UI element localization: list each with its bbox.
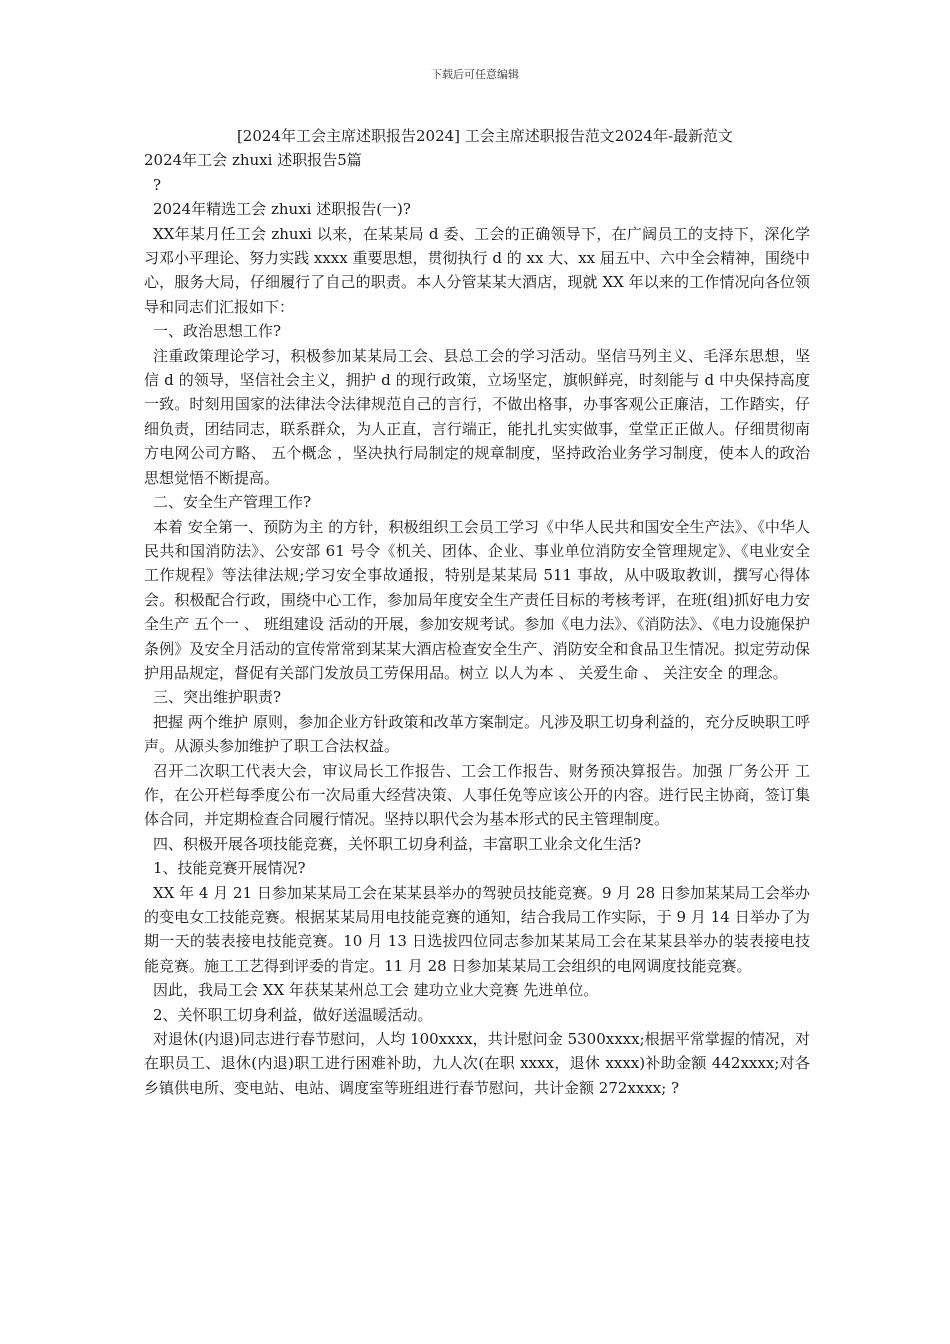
paragraph: 注重政策理论学习，积极参加某某局工会、县总工会的学习活动。坚信马列主义、毛泽东思想，坚信 d 的领导，坚信社会主义，拥护 d 的现行政策，立场坚定，旗帜鲜亮，时刻能与 d 中央保持高度一致。时刻用国家的法律法令法律规范自己的言行，不做出格事，办事客观公正廉洁，工作踏实，仔细负责，团结同志，联系群众，为人正直，言行端正，能扎扎实实做事，堂堂正正做人。仔细贯彻南方电网公司方略、 五个概念 ，坚决执行局制定的规章制度，坚持政治业务学习制度，使本人的政治思想觉悟不断提高。 [144,346,810,487]
section-heading: 四、积极开展各项技能竞赛，关怀职工切身利益，丰富职工业余文化生活? [153,834,642,853]
section-heading: 2024年精选工会 zhuxi 述职报告(一)? [153,200,411,219]
paragraph: ? [153,175,162,194]
paragraph: 本着 安全第一、预防为主 的方针，积极组织工会员工学习《中华人民共和国安全生产法》、《中华人民共和国消防法》、公安部 61 号令《机关、团体、企业、事业单位消防安全管理规定》、《电业安全工作规程》等法律法规;学习安全事故通报，特别是某某局 511 事故，从中吸取教训，撰写心得体会。积极配合行政，围绕中心工作，参加局年度安全生产责任目标的考核考评，在班(组)抓好电力安全生产 五个一 、 班组建设 活动的开展，参加安规考试。参加《电力法》、《消防法》、《电力设施保护条例》及安全月活动的宣传常常到某某大酒店检查安全生产、消防安全和食品卫生情况。拟定劳动保护用品规定，督促有关部门发放员工劳保用品。树立 以人为本 、 关爱生命 、 关注安全 的理念。 [144,517,810,682]
subsection-heading: 1、技能竞赛开展情况? [153,859,306,878]
paragraph: 因此，我局工会 XX 年获某某州总工会 建功立业大竞赛 先进单位。 [153,981,599,1000]
page-header: 下载后可任意编辑 [431,68,519,81]
paragraph: 把握 两个维护 原则，参加企业方针政策和改革方案制定。凡涉及职工切身利益的，充分反映职工呼声。从源头参加维护了职工合法权益。 [144,712,810,756]
section-heading: 一、政治思想工作? [153,322,282,341]
subtitle: 2024年工会 zhuxi 述职报告5篇 [144,151,362,170]
section-heading: 二、安全生产管理工作? [153,493,312,512]
paragraph: XX 年 4 月 21 日参加某某局工会在某某县举办的驾驶员技能竞赛。9 月 28 日参加某某局工会举办的变电女工技能竞赛。根据某某局用电技能竞赛的通知，结合我局工作实际，于 9 月 14 日举办了为期一天的装表接电技能竞赛。10 月 13 日选拔四位同志参加某某局工会在某某县举办的装表接电技能竞赛。施工工艺得到评委的肯定。11 月 28 日参加某某局工会组织的电网调度技能竞赛。 [144,883,810,975]
document-title: [2024年工会主席述职报告2024] 工会主席述职报告范文2024年-最新范文 [236,127,734,145]
document-body [144,124,810,1100]
paragraph: 召开二次职工代表大会，审议局长工作报告、工会工作报告、财务预决算报告。加强 厂务公开 工作，在公开栏每季度公布一次局重大经营决策、人事任免等应该公开的内容。进行民主协商，签订集体合同，并定期检查合同履行情况。坚持以职代会为基本形式的民主管理制度。 [144,761,810,829]
paragraph: XX年某月任工会 zhuxi 以来，在某某局 d 委、工会的正确领导下，在广阔员工的支持下，深化学习邓小平理论、努力实践 xxxx 重要思想，贯彻执行 d 的 xx 大、xx 届五中、六中全会精神，围绕中心，服务大局，仔细履行了自己的职责。本人分管某某大酒店，现就 XX 年以来的工作情况向各位领导和同志们汇报如下： [144,224,810,316]
subsection-heading: 2、关怀职工切身利益，做好送温暖活动。 [153,1005,433,1024]
section-heading: 三、突出维护职责? [153,688,282,707]
paragraph: 对退休(内退)同志进行春节慰问，人均 100xxxx，共计慰问金 5300xxxx;根据平常掌握的情况，对在职员工、退休(内退)职工进行困难补助，九人次(在职 xxxx，退休 xxxx)补助金额 442xxxx;对各乡镇供电所、变电站、电站、调度室等班组进行春节慰问，共计金额 272xxxx; ? [144,1030,810,1097]
